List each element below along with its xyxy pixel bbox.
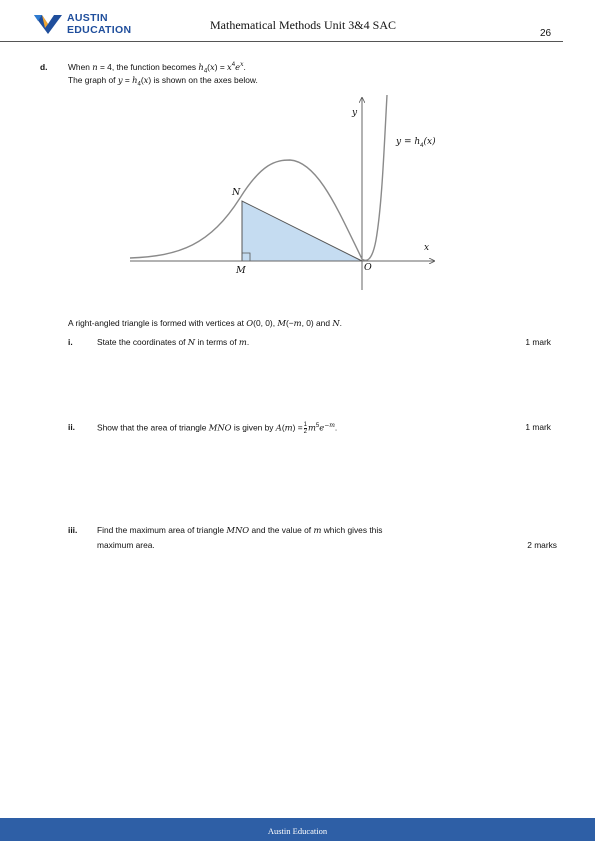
question-intro-line1: When n = 4, the function becomes $h_4(x) = x^4e^x$. xyxy=(68,61,246,75)
point-n-label: N xyxy=(232,187,241,198)
part-iii-label: iii. xyxy=(68,525,78,535)
part-iii-text-line1: Find the maximum area of triangle MNO and the value of m which gives this xyxy=(97,525,383,535)
document-title: Mathematical Methods Unit 3&4 SAC xyxy=(210,18,396,32)
part-ii-label: ii. xyxy=(68,422,75,432)
logo-line1: AUSTIN xyxy=(67,12,108,24)
curve-label: $y = h_4(x)$ xyxy=(396,137,436,149)
point-o-label: O xyxy=(364,262,372,273)
point-m-label: M xyxy=(236,265,246,276)
part-ii-text: Show that the area of triangle MNO is given by A(m) = $\frac{1}{2}$ $m^5e^{-m}$. xyxy=(97,421,338,435)
triangle-mno xyxy=(242,201,362,261)
logo-line2: EDUCATION xyxy=(67,24,132,36)
y-axis-label: y xyxy=(352,108,358,118)
part-iii-marks: 2 marks xyxy=(527,540,557,550)
part-ii-marks: 1 mark xyxy=(525,422,551,432)
x-axis-label: x xyxy=(424,243,430,253)
question-intro-line2: The graph of $y = h_4(x)$ is shown on the axes below. xyxy=(68,75,258,88)
triangle-sentence: A right-angled triangle is formed with vertices at O(0, 0), M(−m, 0) and N. xyxy=(68,318,342,328)
part-i-marks: 1 mark xyxy=(525,337,551,347)
part-i-label: i. xyxy=(68,337,73,347)
part-iii-text-line2: maximum area. xyxy=(97,540,155,550)
fraction-one-half: $\frac{1}{2}$ xyxy=(303,422,307,435)
page-number: 26 xyxy=(540,28,552,39)
footer-text: Austin Education xyxy=(267,826,328,836)
question-label: d. xyxy=(40,62,48,72)
part-i-text: State the coordinates of N in terms of m. xyxy=(97,337,250,347)
